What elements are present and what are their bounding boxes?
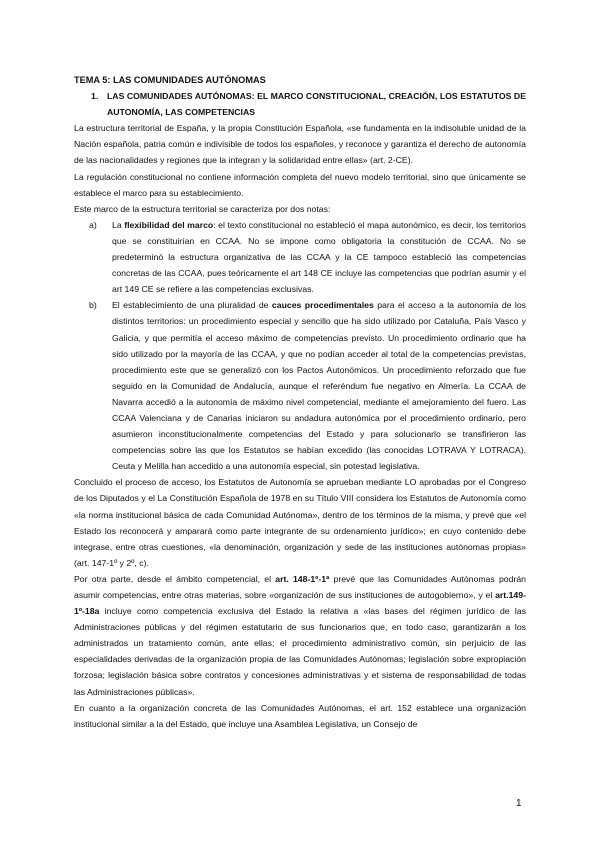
item-a-pre: La [112,219,125,230]
paragraph-5 [74,571,526,700]
p5-text-1: Por otra parte, desde el ámbito competencial, el [74,573,276,584]
item-b-post: para el acceso a la autonomía de los distintos territorios: un procedimiento especial y sencillo que ha sido utilizado por Cataluña, País Vasco y Galicia, y que permitía el acceso máximo de competencias previsto. Un procedimiento ordinario que ha sido utilizado por la mayoría de las CCAA, y que no podían acceder al total de la competencias previstas, procedimiento este que se generalizó con los Pactos Autonómicos. Un procedimiento reforzado que fue seguido en la Comunidad de Andalucía, aunque el referéndum fue negativo en Almería. La CCAA de Navarra accedió a la autonomía de máximo nivel competencial, mediante el amejoramiento del fuero. Las CCAA Valenciana y de Canarias iniciaron su andadura autonómica por el procedimiento ordinario, pero asumieron inconstitucionalmente competencias del Estado y para solucionarlo se transfirieron las competencias sobre las que los Estatutos se habían excedido (las conocidas LOTRAVA Y LOTRACA). Ceuta y Melilla han accedido a una autonomía especial, sin potestad legislativa. [112,300,526,472]
paragraph-3: Este marco de la estructura territorial se caracteriza por dos notas: [74,203,331,214]
item-b-pre: El establecimiento de una pluralidad de [112,300,272,311]
list-marker-a: a) [89,219,97,230]
section-title: LAS COMUNIDADES AUTÓNOMAS: EL MARCO CONSTITUCIONAL, CREACIÓN, LOS ESTATUTOS DE AUTONOMÍA, LAS COMPETENCIAS [107,91,526,118]
list-item-a [89,217,526,297]
list-marker-b: b) [89,300,97,311]
item-a-post: : el texto constitucional no estableció el mapa autonómico, es decir, los territorios que se constituirían en CCAA. No se impone como obligatoria la constitución de CCAA. No se predeterminó la estructura organizativa de las CCAA y la CE tampoco estableció las competencias concretas de las CCAA, pues teóricamente el art 148 CE incluye las competencias que podrían asumir y el art 149 CE se refiere a las competencias exclusivas. [112,219,526,295]
paragraph-4: Concluido el proceso de acceso, los Estatutos de Autonomía se aprueban mediante LO aprobadas por el Congreso de los Diputados y el La Constitución Española de 1978 en su Título VIII considera los Estatutos de Autonomía como «la norma institucional básica de cada Comunidad Autónoma», dentro de los términos de la misma, y prevé que «el Estado los reconocerá y amparará como parte integrante de su ordenamiento jurídico»; en cuyo contenido debe integrase, entre otras cuestiones, «la denominación, organización y sede de las instituciones autónomas propias» (art. 147-1º y 2º, c). [74,477,526,568]
document-title: TEMA 5: LAS COMUNIDADES AUTÓNOMAS [74,75,266,85]
paragraph-2: La regulación constitucional no contiene información completa del nuevo modelo territorial, sino que únicamente se establece el marco para su establecimiento. [74,171,526,198]
list-item-b [89,297,526,474]
p5-text-3: incluye como competencia exclusiva del Estado la relativa a «las bases del régimen jurídico de las Administraciones públicas y del régimen estatutario de sus funcionarios que, en todo caso, garantizarán a los administrados un tratamiento común, ante ellas; el procedimiento administrativo común, sin perjuicio de las especialidades derivadas de la organización propia de las Comunidades Autónomas; legislación sobre expropiación forzosa; legislación básica sobre contratos y concesiones administrativas y et sistema de responsabilidad de todas las Administraciones públicas». [74,606,526,697]
list-item-b-text [112,297,526,474]
section-number: 1. [91,91,99,102]
p5-text-2: prevé que las Comunidades Autónomas podrán asumir competencias, entre otras materias, sobre «organización de sus instituciones de autogobierno», y el [74,573,526,600]
p5-bold-1: art. 148-1º-1ª [275,573,330,584]
paragraph-6: En cuanto a la organización concreta de las Comunidades Autónomas, el art. 152 establece una organización institucional similar a la del Estado, que incluye una Asamblea Legislativa, un Consejo de [74,702,526,729]
p5-bold-2: art.149-1º-18a [74,590,526,617]
list-item-a-text [112,217,526,297]
item-a-bold: flexibilidad del marco [124,219,214,230]
paragraph-1: La estructura territorial de España, y la propia Constitución Española, «se fundamenta en la indisoluble unidad de la Nación española, patria común e indivisible de todos los españoles, y reconoce y garantiza el derecho de autonomía de las nacionalidades y regiones que la integran y la solidaridad entre ellas» (art. 2-CE). [74,123,526,166]
page-number: 1 [516,798,522,809]
item-b-bold: cauces procedimentales [271,300,374,311]
document-body [74,72,526,732]
section-heading [91,88,526,120]
